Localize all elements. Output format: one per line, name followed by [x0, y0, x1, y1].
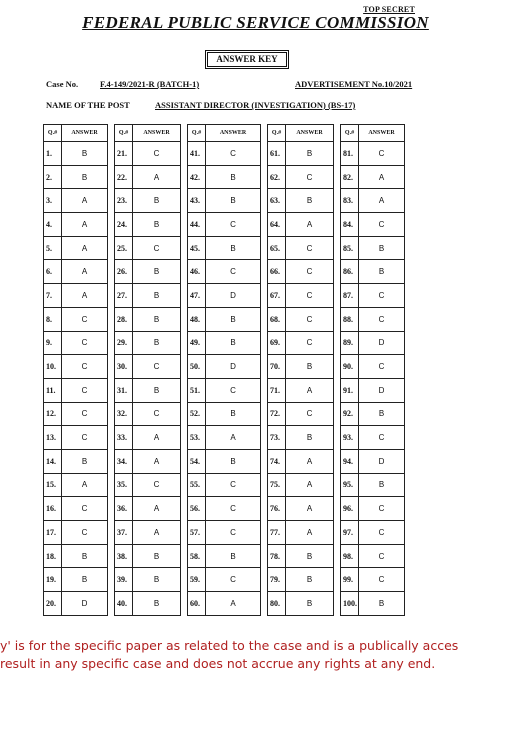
- answer-cell: B: [133, 307, 181, 331]
- question-number: 9.: [44, 331, 62, 355]
- question-number: 95.: [341, 473, 359, 497]
- answer-cell: B: [286, 142, 334, 166]
- q-header: Q.#: [188, 125, 206, 142]
- answer-cell: C: [133, 402, 181, 426]
- answer-cell: C: [62, 378, 108, 402]
- answer-cell: B: [133, 568, 181, 592]
- question-number: 80.: [268, 592, 286, 616]
- table-row: [44, 473, 405, 497]
- question-number: 66.: [268, 260, 286, 284]
- answer-cell: A: [133, 521, 181, 545]
- answer-cell: A: [62, 189, 108, 213]
- question-number: 11.: [44, 378, 62, 402]
- question-number: 24.: [115, 213, 133, 237]
- commission-title: FEDERAL PUBLIC SERVICE COMMISSION: [82, 13, 429, 32]
- answer-cell: D: [206, 355, 261, 379]
- question-number: 55.: [188, 473, 206, 497]
- table-row: [44, 307, 405, 331]
- question-number: 83.: [341, 189, 359, 213]
- answer-cell: C: [206, 378, 261, 402]
- question-number: 67.: [268, 284, 286, 308]
- answer-cell: A: [359, 189, 405, 213]
- question-number: 100.: [341, 592, 359, 616]
- answer-cell: B: [206, 331, 261, 355]
- top-secret-label: TOP SECRET: [363, 5, 415, 14]
- post-name: ASSISTANT DIRECTOR (INVESTIGATION) (BS-17): [155, 100, 356, 110]
- answer-key-table: [43, 124, 405, 616]
- answer-cell: C: [62, 426, 108, 450]
- answer-cell: C: [359, 426, 405, 450]
- answer-cell: C: [359, 568, 405, 592]
- question-number: 39.: [115, 568, 133, 592]
- answer-cell: C: [133, 142, 181, 166]
- question-number: 90.: [341, 355, 359, 379]
- disclaimer-line-1: y' is for the specific paper as related to the case and is a publically acces: [0, 638, 459, 653]
- question-number: 62.: [268, 165, 286, 189]
- question-number: 88.: [341, 307, 359, 331]
- question-number: 43.: [188, 189, 206, 213]
- question-number: 73.: [268, 426, 286, 450]
- question-number: 82.: [341, 165, 359, 189]
- table-row: [44, 568, 405, 592]
- question-number: 20.: [44, 592, 62, 616]
- question-number: 13.: [44, 426, 62, 450]
- answer-cell: C: [359, 307, 405, 331]
- question-number: 63.: [268, 189, 286, 213]
- answer-cell: C: [62, 307, 108, 331]
- question-number: 70.: [268, 355, 286, 379]
- question-number: 96.: [341, 497, 359, 521]
- question-number: 75.: [268, 473, 286, 497]
- answer-cell: C: [133, 355, 181, 379]
- question-number: 35.: [115, 473, 133, 497]
- post-label: NAME OF THE POST: [46, 100, 130, 110]
- answer-cell: A: [133, 165, 181, 189]
- table-row: [44, 213, 405, 237]
- question-number: 2.: [44, 165, 62, 189]
- answer-cell: D: [62, 592, 108, 616]
- answer-cell: B: [286, 426, 334, 450]
- answer-cell: B: [206, 402, 261, 426]
- advertisement-no: ADVERTISEMENT No.10/2021: [295, 79, 413, 89]
- question-number: 46.: [188, 260, 206, 284]
- table-row: [44, 142, 405, 166]
- answer-cell: C: [286, 236, 334, 260]
- answer-cell: C: [286, 165, 334, 189]
- question-number: 15.: [44, 473, 62, 497]
- question-number: 71.: [268, 378, 286, 402]
- question-number: 72.: [268, 402, 286, 426]
- question-number: 98.: [341, 544, 359, 568]
- question-number: 85.: [341, 236, 359, 260]
- question-number: 69.: [268, 331, 286, 355]
- case-no-label: Case No.: [46, 79, 79, 89]
- answer-cell: B: [286, 189, 334, 213]
- table-row: [44, 378, 405, 402]
- answer-cell: C: [62, 497, 108, 521]
- answer-cell: B: [359, 592, 405, 616]
- question-number: 36.: [115, 497, 133, 521]
- answer-cell: B: [206, 449, 261, 473]
- question-number: 60.: [188, 592, 206, 616]
- answer-cell: B: [62, 142, 108, 166]
- answer-cell: C: [359, 497, 405, 521]
- table-row: [44, 521, 405, 545]
- question-number: 92.: [341, 402, 359, 426]
- question-number: 1.: [44, 142, 62, 166]
- q-header: Q.#: [115, 125, 133, 142]
- question-number: 31.: [115, 378, 133, 402]
- question-number: 77.: [268, 521, 286, 545]
- question-number: 58.: [188, 544, 206, 568]
- question-number: 91.: [341, 378, 359, 402]
- question-number: 54.: [188, 449, 206, 473]
- q-header: Q.#: [44, 125, 62, 142]
- question-number: 57.: [188, 521, 206, 545]
- answer-cell: B: [286, 568, 334, 592]
- answer-cell: C: [286, 307, 334, 331]
- answer-cell: A: [133, 497, 181, 521]
- question-number: 94.: [341, 449, 359, 473]
- answer-cell: A: [133, 426, 181, 450]
- answer-cell: B: [62, 165, 108, 189]
- answer-cell: B: [286, 355, 334, 379]
- answer-cell: B: [359, 473, 405, 497]
- table-row: [44, 165, 405, 189]
- answer-cell: A: [286, 473, 334, 497]
- answer-cell: C: [359, 142, 405, 166]
- answer-cell: C: [206, 260, 261, 284]
- table-row: [44, 544, 405, 568]
- question-number: 21.: [115, 142, 133, 166]
- answer-cell: B: [133, 213, 181, 237]
- answer-cell: A: [286, 521, 334, 545]
- question-number: 74.: [268, 449, 286, 473]
- question-number: 87.: [341, 284, 359, 308]
- answer-header: ANSWER: [286, 125, 334, 142]
- table-row: [44, 236, 405, 260]
- answer-cell: B: [206, 165, 261, 189]
- answer-cell: C: [62, 331, 108, 355]
- question-number: 64.: [268, 213, 286, 237]
- question-number: 53.: [188, 426, 206, 450]
- question-number: 42.: [188, 165, 206, 189]
- question-number: 23.: [115, 189, 133, 213]
- answer-cell: C: [359, 284, 405, 308]
- question-number: 19.: [44, 568, 62, 592]
- question-number: 51.: [188, 378, 206, 402]
- answer-cell: C: [286, 284, 334, 308]
- answer-cell: B: [133, 544, 181, 568]
- question-number: 16.: [44, 497, 62, 521]
- answer-cell: A: [62, 213, 108, 237]
- answer-cell: C: [359, 213, 405, 237]
- question-number: 93.: [341, 426, 359, 450]
- question-number: 41.: [188, 142, 206, 166]
- answer-cell: C: [133, 236, 181, 260]
- question-number: 7.: [44, 284, 62, 308]
- table-row: [44, 497, 405, 521]
- answer-cell: B: [206, 236, 261, 260]
- answer-cell: B: [286, 544, 334, 568]
- answer-cell: A: [286, 497, 334, 521]
- q-header: Q.#: [268, 125, 286, 142]
- answer-cell: C: [359, 521, 405, 545]
- question-number: 84.: [341, 213, 359, 237]
- question-number: 4.: [44, 213, 62, 237]
- answer-cell: C: [286, 260, 334, 284]
- question-number: 49.: [188, 331, 206, 355]
- answer-cell: C: [206, 568, 261, 592]
- disclaimer-line-2: result in any specific case and does not accrue any rights at any end.: [0, 656, 436, 671]
- answer-cell: A: [286, 449, 334, 473]
- question-number: 52.: [188, 402, 206, 426]
- question-number: 56.: [188, 497, 206, 521]
- question-number: 99.: [341, 568, 359, 592]
- question-number: 28.: [115, 307, 133, 331]
- question-number: 89.: [341, 331, 359, 355]
- answer-cell: C: [62, 402, 108, 426]
- question-number: 27.: [115, 284, 133, 308]
- answer-cell: C: [286, 331, 334, 355]
- table-header-row: [44, 125, 405, 142]
- question-number: 30.: [115, 355, 133, 379]
- answer-header: ANSWER: [133, 125, 181, 142]
- question-number: 68.: [268, 307, 286, 331]
- answer-cell: A: [62, 260, 108, 284]
- answer-cell: B: [133, 378, 181, 402]
- answer-cell: D: [359, 449, 405, 473]
- answer-cell: A: [206, 426, 261, 450]
- answer-cell: A: [62, 284, 108, 308]
- answer-cell: C: [206, 497, 261, 521]
- question-number: 61.: [268, 142, 286, 166]
- question-number: 44.: [188, 213, 206, 237]
- question-number: 33.: [115, 426, 133, 450]
- answer-cell: B: [286, 592, 334, 616]
- question-number: 8.: [44, 307, 62, 331]
- answer-key-box: ANSWER KEY: [207, 52, 287, 67]
- question-number: 3.: [44, 189, 62, 213]
- answer-cell: B: [62, 544, 108, 568]
- answer-cell: B: [359, 260, 405, 284]
- answer-cell: B: [206, 544, 261, 568]
- answer-cell: C: [359, 355, 405, 379]
- answer-cell: B: [133, 284, 181, 308]
- answer-cell: B: [62, 449, 108, 473]
- answer-header: ANSWER: [206, 125, 261, 142]
- question-number: 22.: [115, 165, 133, 189]
- answer-cell: C: [206, 213, 261, 237]
- question-number: 38.: [115, 544, 133, 568]
- answer-cell: C: [62, 521, 108, 545]
- question-number: 97.: [341, 521, 359, 545]
- answer-cell: B: [133, 260, 181, 284]
- answer-cell: A: [62, 473, 108, 497]
- question-number: 12.: [44, 402, 62, 426]
- answer-cell: B: [359, 402, 405, 426]
- answer-cell: C: [206, 473, 261, 497]
- table-row: [44, 189, 405, 213]
- question-number: 81.: [341, 142, 359, 166]
- answer-cell: A: [62, 236, 108, 260]
- question-number: 18.: [44, 544, 62, 568]
- answer-cell: B: [133, 189, 181, 213]
- answer-cell: A: [359, 165, 405, 189]
- answer-cell: A: [206, 592, 261, 616]
- answer-header: ANSWER: [359, 125, 405, 142]
- answer-cell: C: [286, 402, 334, 426]
- q-header: Q.#: [341, 125, 359, 142]
- answer-cell: B: [206, 307, 261, 331]
- answer-header: ANSWER: [62, 125, 108, 142]
- question-number: 29.: [115, 331, 133, 355]
- answer-cell: B: [206, 189, 261, 213]
- table-row: [44, 331, 405, 355]
- table-row: [44, 449, 405, 473]
- table-row: [44, 592, 405, 616]
- question-number: 32.: [115, 402, 133, 426]
- question-number: 37.: [115, 521, 133, 545]
- question-number: 5.: [44, 236, 62, 260]
- question-number: 50.: [188, 355, 206, 379]
- question-number: 45.: [188, 236, 206, 260]
- table-row: [44, 260, 405, 284]
- question-number: 14.: [44, 449, 62, 473]
- case-no-value: F.4-149/2021-R (BATCH-1): [100, 79, 200, 89]
- question-number: 48.: [188, 307, 206, 331]
- answer-cell: B: [62, 568, 108, 592]
- answer-cell: A: [133, 449, 181, 473]
- answer-cell: B: [133, 592, 181, 616]
- answer-cell: C: [62, 355, 108, 379]
- table-row: [44, 284, 405, 308]
- question-number: 26.: [115, 260, 133, 284]
- question-number: 47.: [188, 284, 206, 308]
- answer-cell: D: [359, 331, 405, 355]
- table-row: [44, 426, 405, 450]
- answer-cell: C: [206, 142, 261, 166]
- question-number: 40.: [115, 592, 133, 616]
- question-number: 65.: [268, 236, 286, 260]
- table-row: [44, 402, 405, 426]
- question-number: 59.: [188, 568, 206, 592]
- answer-cell: C: [206, 521, 261, 545]
- answer-cell: B: [359, 236, 405, 260]
- answer-cell: D: [206, 284, 261, 308]
- answer-cell: C: [359, 544, 405, 568]
- question-number: 78.: [268, 544, 286, 568]
- question-number: 6.: [44, 260, 62, 284]
- answer-cell: B: [133, 331, 181, 355]
- question-number: 79.: [268, 568, 286, 592]
- answer-cell: A: [286, 213, 334, 237]
- answer-cell: C: [133, 473, 181, 497]
- question-number: 34.: [115, 449, 133, 473]
- answer-cell: D: [359, 378, 405, 402]
- question-number: 76.: [268, 497, 286, 521]
- question-number: 10.: [44, 355, 62, 379]
- table-row: [44, 355, 405, 379]
- answer-cell: A: [286, 378, 334, 402]
- question-number: 17.: [44, 521, 62, 545]
- question-number: 25.: [115, 236, 133, 260]
- question-number: 86.: [341, 260, 359, 284]
